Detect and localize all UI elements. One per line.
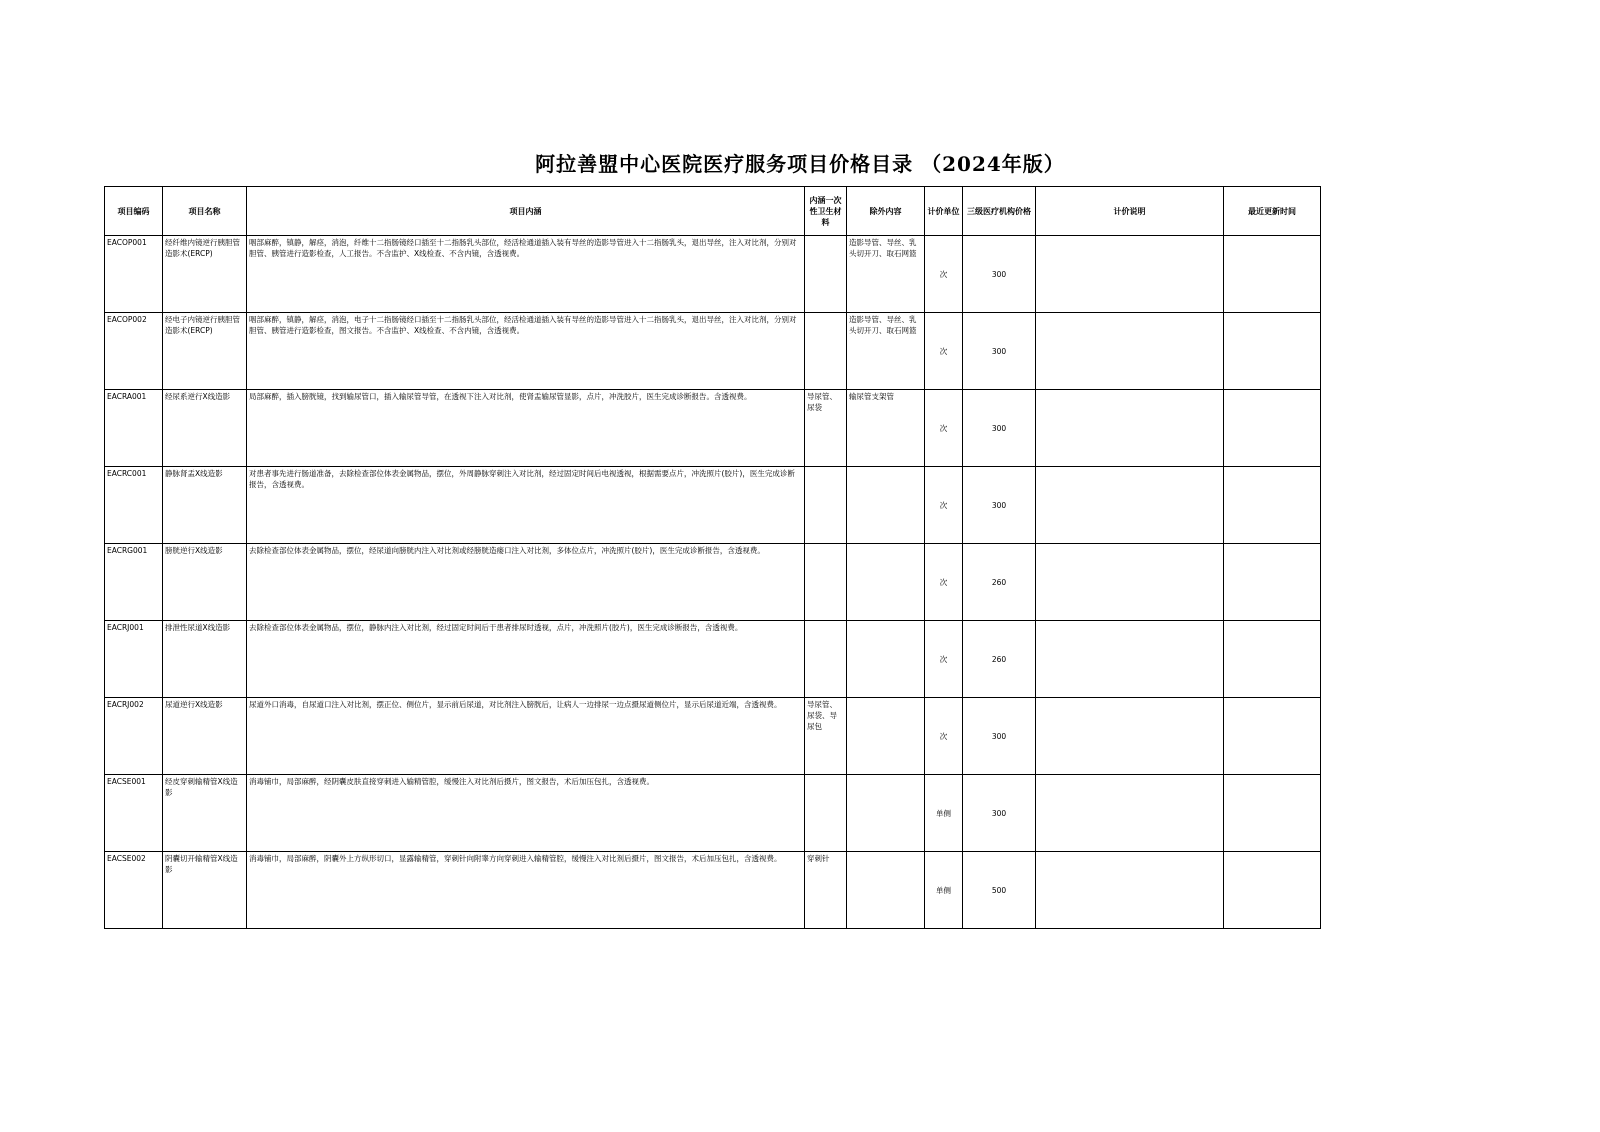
table-row <box>105 467 1321 544</box>
table-row <box>105 698 1321 775</box>
cell-updated <box>1224 467 1321 544</box>
header-name: 项目名称 <box>163 187 247 236</box>
cell-exclude: 输尿管支架管 <box>847 390 925 467</box>
cell-note <box>1036 852 1224 929</box>
table-row <box>105 775 1321 852</box>
cell-price: 300 <box>963 390 1036 467</box>
cell-name: 膀胱逆行X线造影 <box>163 544 247 621</box>
cell-content: 消毒铺巾，局部麻醉，阴囊外上方纵形切口，显露输精管，穿刺针向附睾方向穿刺进入输精管腔，缓慢注入对比剂后摄片，图文报告，术后加压包扎，含透视费。 <box>247 852 805 929</box>
cell-unit: 单侧 <box>925 775 963 852</box>
cell-unit: 次 <box>925 698 963 775</box>
cell-name: 排泄性尿道X线造影 <box>163 621 247 698</box>
cell-code: EACRJ001 <box>105 621 163 698</box>
header-exclude: 除外内容 <box>847 187 925 236</box>
cell-material: 穿刺针 <box>805 852 847 929</box>
table-row <box>105 236 1321 313</box>
cell-content: 消毒铺巾，局部麻醉，经阴囊皮肤直接穿刺进入输精管腔，缓慢注入对比剂后摄片，图文报告，术后加压包扎，含透视费。 <box>247 775 805 852</box>
cell-exclude <box>847 544 925 621</box>
cell-updated <box>1224 236 1321 313</box>
cell-material <box>805 621 847 698</box>
cell-code: EACRA001 <box>105 390 163 467</box>
cell-code: EACOP001 <box>105 236 163 313</box>
cell-name: 阴囊切开输精管X线造影 <box>163 852 247 929</box>
cell-material <box>805 775 847 852</box>
header-unit: 计价单位 <box>925 187 963 236</box>
cell-material <box>805 467 847 544</box>
cell-price: 260 <box>963 621 1036 698</box>
header-row <box>105 187 1321 236</box>
cell-material: 导尿管、尿袋 <box>805 390 847 467</box>
cell-note <box>1036 621 1224 698</box>
cell-note <box>1036 313 1224 390</box>
cell-code: EACOP002 <box>105 313 163 390</box>
cell-unit: 次 <box>925 390 963 467</box>
cell-material <box>805 544 847 621</box>
cell-name: 尿道逆行X线造影 <box>163 698 247 775</box>
cell-unit: 次 <box>925 621 963 698</box>
table-row <box>105 544 1321 621</box>
cell-name: 经电子内镜逆行胰胆管造影术(ERCP) <box>163 313 247 390</box>
cell-name: 经皮穿刺输精管X线造影 <box>163 775 247 852</box>
cell-unit: 次 <box>925 544 963 621</box>
table-row <box>105 390 1321 467</box>
cell-unit: 次 <box>925 236 963 313</box>
cell-name: 经尿系逆行X线造影 <box>163 390 247 467</box>
cell-exclude <box>847 852 925 929</box>
cell-content: 对患者事先进行肠道准备，去除检查部位体表金属物品，摆位，外周静脉穿刺注入对比剂，经过固定时间后电视透视，根据需要点片，冲洗照片(胶片)，医生完成诊断报告，含透视费。 <box>247 467 805 544</box>
cell-price: 260 <box>963 544 1036 621</box>
cell-updated <box>1224 390 1321 467</box>
header-note: 计价说明 <box>1036 187 1224 236</box>
header-material: 内涵一次性卫生材料 <box>805 187 847 236</box>
cell-code: EACRJ002 <box>105 698 163 775</box>
price-table <box>104 186 1321 929</box>
cell-unit: 次 <box>925 467 963 544</box>
cell-material <box>805 313 847 390</box>
cell-content: 咽部麻醉，镇静，解痉，消泡，纤维十二指肠镜经口插至十二指肠乳头部位，经活检通道插入装有导丝的造影导管进入十二指肠乳头，退出导丝，注入对比剂，分别对胆管、胰管进行造影检查，人工报告。不含监护、X线检查、不含内镜，含透视费。 <box>247 236 805 313</box>
cell-exclude: 造影导管、导丝、乳头切开刀、取石网篮 <box>847 313 925 390</box>
cell-updated <box>1224 313 1321 390</box>
header-content: 项目内涵 <box>247 187 805 236</box>
cell-code: EACRC001 <box>105 467 163 544</box>
cell-name: 静脉肾盂X线造影 <box>163 467 247 544</box>
cell-updated <box>1224 544 1321 621</box>
cell-price: 300 <box>963 236 1036 313</box>
cell-updated <box>1224 621 1321 698</box>
cell-name: 经纤维内镜逆行胰胆管造影术(ERCP) <box>163 236 247 313</box>
header-code: 项目编码 <box>105 187 163 236</box>
cell-code: EACSE001 <box>105 775 163 852</box>
cell-material: 导尿管、尿袋、导尿包 <box>805 698 847 775</box>
table-row <box>105 313 1321 390</box>
table-row <box>105 852 1321 929</box>
cell-note <box>1036 775 1224 852</box>
cell-note <box>1036 236 1224 313</box>
cell-exclude <box>847 467 925 544</box>
cell-material <box>805 236 847 313</box>
cell-exclude <box>847 621 925 698</box>
cell-content: 局部麻醉，插入膀胱镜，找到输尿管口，插入输尿管导管，在透视下注入对比剂，使肾盂输尿管显影，点片，冲洗胶片，医生完成诊断报告。含透视费。 <box>247 390 805 467</box>
cell-content: 去除检查部位体表金属物品，摆位，静脉内注入对比剂，经过固定时间后于患者排尿时透视，点片，冲洗照片(胶片)，医生完成诊断报告，含透视费。 <box>247 621 805 698</box>
cell-price: 300 <box>963 467 1036 544</box>
cell-unit: 单侧 <box>925 852 963 929</box>
cell-exclude <box>847 698 925 775</box>
table-row <box>105 621 1321 698</box>
cell-updated <box>1224 698 1321 775</box>
cell-content: 尿道外口消毒，自尿道口注入对比剂，摆正位、侧位片，显示前后尿道，对比剂注入膀胱后，让病人一边排尿一边点摄尿道侧位片，显示后尿道近端，含透视费。 <box>247 698 805 775</box>
cell-price: 300 <box>963 775 1036 852</box>
cell-note <box>1036 390 1224 467</box>
cell-note <box>1036 698 1224 775</box>
cell-content: 去除检查部位体表金属物品，摆位，经尿道向膀胱内注入对比剂或经膀胱造瘘口注入对比剂，多体位点片，冲洗照片(胶片)，医生完成诊断报告，含透视费。 <box>247 544 805 621</box>
cell-price: 300 <box>963 698 1036 775</box>
header-price: 三级医疗机构价格 <box>963 187 1036 236</box>
page-title: 阿拉善盟中心医院医疗服务项目价格目录 （2024年版） <box>535 152 1065 176</box>
cell-unit: 次 <box>925 313 963 390</box>
cell-note <box>1036 467 1224 544</box>
cell-price: 500 <box>963 852 1036 929</box>
cell-note <box>1036 544 1224 621</box>
cell-content: 咽部麻醉，镇静，解痉，消泡，电子十二指肠镜经口插至十二指肠乳头部位，经活检通道插入装有导丝的造影导管进入十二指肠乳头，退出导丝，注入对比剂，分别对胆管、胰管进行造影检查，图文报告。不含监护、X线检查、不含内镜，含透视费。 <box>247 313 805 390</box>
cell-code: EACSE002 <box>105 852 163 929</box>
cell-updated <box>1224 775 1321 852</box>
cell-price: 300 <box>963 313 1036 390</box>
cell-code: EACRG001 <box>105 544 163 621</box>
header-updated: 最近更新时间 <box>1224 187 1321 236</box>
cell-updated <box>1224 852 1321 929</box>
cell-exclude <box>847 775 925 852</box>
cell-exclude: 造影导管、导丝、乳头切开刀、取石网篮 <box>847 236 925 313</box>
